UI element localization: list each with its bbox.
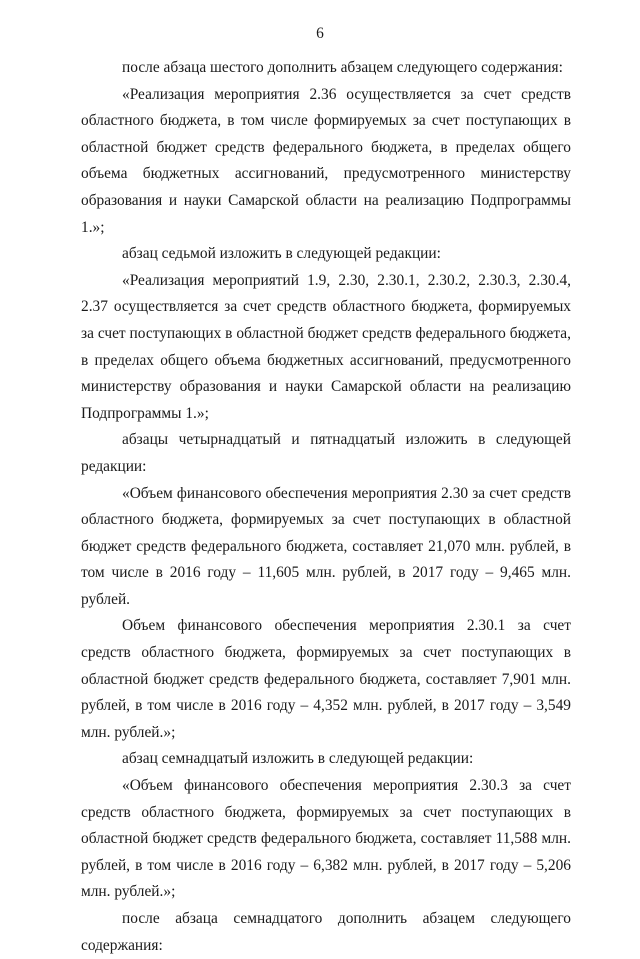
paragraph: после абзаца шестого дополнить абзацем следующего содержания:: [122, 59, 563, 76]
paragraph: после абзаца семнадцатого дополнить абзацем следующего содержания:: [81, 910, 571, 954]
paragraph: Объем финансового обеспечения мероприятия 2.30.1 за счет средств областного бюджета, формируемых за счет поступающих в областной бюджет средств федерального бюджета, составляет 7,901 млн. рублей, в том числе в 2016 году – 4,352 млн. рублей, в 2017 году – 3,549 млн. рублей.»;: [81, 617, 571, 741]
document-body: [81, 55, 571, 959]
page-number: 6: [316, 25, 324, 42]
paragraph: абзацы четырнадцатый и пятнадцатый изложить в следующей редакции:: [81, 431, 571, 475]
paragraph: «Реализация мероприятий 1.9, 2.30, 2.30.1, 2.30.2, 2.30.3, 2.30.4, 2.37 осуществляется за счет средств областного бюджета, формируемых за счет поступающих в областной бюджет средств федерального бюджета, в пределах общего объема бюджетных ассигнований, предусмотренного министерству образования и науки Самарской области на реализацию Подпрограммы 1.»;: [81, 271, 571, 422]
paragraph: «Объем финансового обеспечения мероприятия 2.30 за счет средств областного бюджета, формируемых за счет поступающих в областной бюджет средств федерального бюджета, составляет 21,070 млн. рублей, в том числе в 2016 году – 11,605 млн. рублей, в 2017 году – 9,465 млн. рублей.: [81, 484, 571, 608]
paragraph: «Реализация мероприятия 2.36 осуществляется за счет средств областного бюджета, в том числе формируемых за счет поступающих в областной бюджет средств федерального бюджета, в пределах общего объема бюджетных ассигнований, предусмотренного министерству образования и науки Самарской области на реализацию Подпрограммы 1.»;: [81, 85, 571, 236]
paragraph: абзац семнадцатый изложить в следующей редакции:: [122, 750, 474, 768]
paragraph: «Объем финансового обеспечения мероприятия 2.30.3 за счет средств областного бюджета, формируемых за счет поступающих в областной бюджет средств федерального бюджета, составляет 11,588 млн. рублей, в том числе в 2016 году – 6,382 млн. рублей, в 2017 году – 5,206 млн. рублей.»;: [81, 777, 571, 901]
paragraph: абзац седьмой изложить в следующей редакции:: [122, 245, 441, 263]
